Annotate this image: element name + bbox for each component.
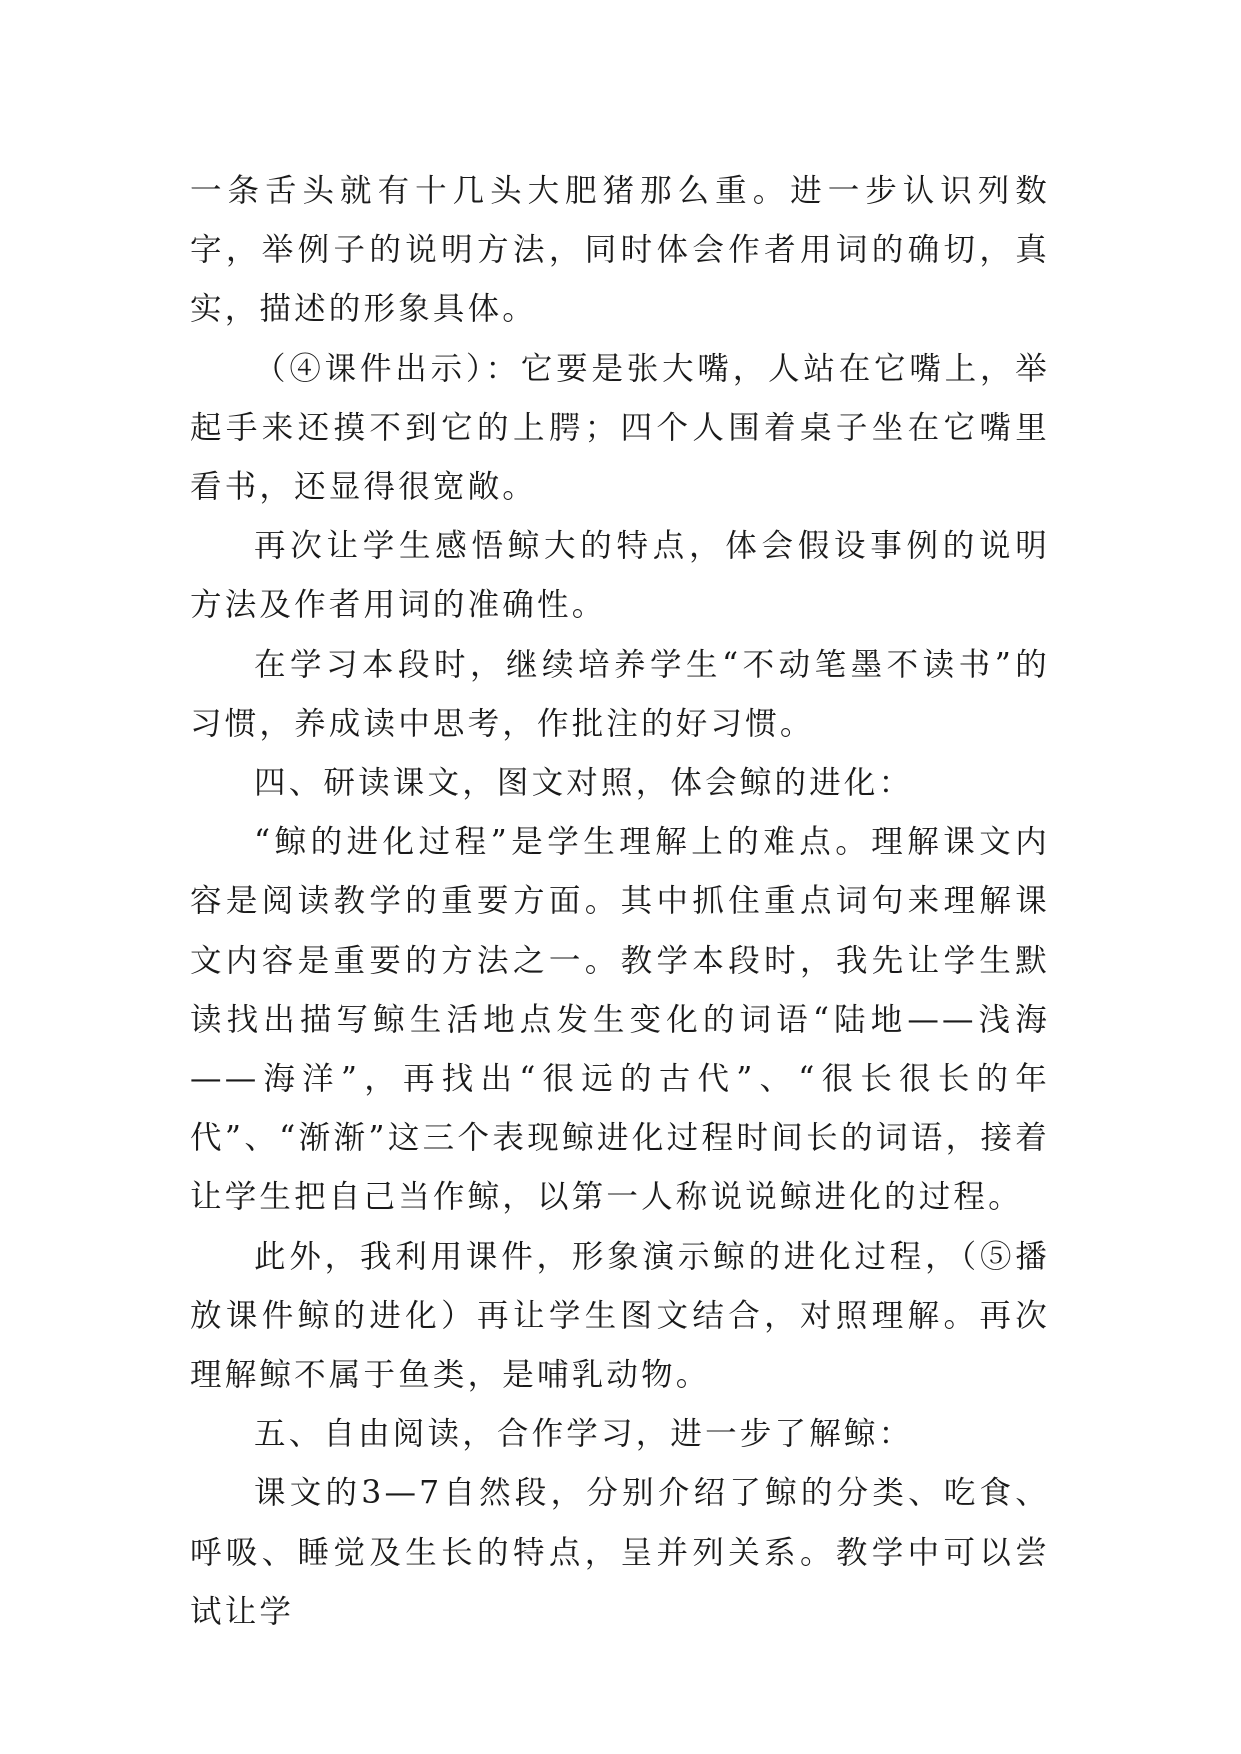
paragraph-2: （④课件出示）：它要是张大嘴，人站在它嘴上，举起手来还摸不到它的上腭；四个人围着桌子坐在它嘴里看书，还显得很宽敞。 (190, 350, 1050, 506)
paragraph-6: “鲸的进化过程”是学生理解上的难点。理解课文内容是阅读教学的重要方面。其中抓住重点词句来理解课文内容是重要的方法之一。教学本段时，我先让学生默读找出描写鲸生活地点发生变化的词语“陆地——浅海——海洋”，再找出“很远的古代”、“很长很长的年代”、“渐渐”这三个表现鲸进化过程时间长的词语，接着让学生把自己当作鲸，以第一人称说说鲸进化的过程。 (190, 824, 1050, 1216)
paragraph-4: 在学习本段时，继续培养学生“不动笔墨不读书”的习惯，养成读中思考，作批注的好习惯。 (190, 646, 1050, 742)
paragraph-1: 一条舌头就有十几头大肥猪那么重。进一步认识列数字，举例子的说明方法，同时体会作者用词的确切，真实，描述的形象具体。 (190, 173, 1050, 328)
section-heading-4: 四、研读课文，图文对照，体会鲸的进化： (254, 765, 914, 802)
paragraph-3: 再次让学生感悟鲸大的特点，体会假设事例的说明方法及作者用词的准确性。 (190, 528, 1050, 624)
paragraph-9: 课文的3—7自然段，分别介绍了鲸的分类、吃食、呼吸、睡觉及生长的特点，呈并列关系。教学中可以尝试让学 (190, 1475, 1050, 1630)
paragraph-7: 此外，我利用课件，形象演示鲸的进化过程，（⑤播放课件鲸的进化）再让学生图文结合，对照理解。再次理解鲸不属于鱼类，是哺乳动物。 (190, 1238, 1050, 1394)
section-heading-5: 五、自由阅读，合作学习，进一步了解鲸： (254, 1416, 914, 1453)
document-page (190, 162, 1050, 1642)
